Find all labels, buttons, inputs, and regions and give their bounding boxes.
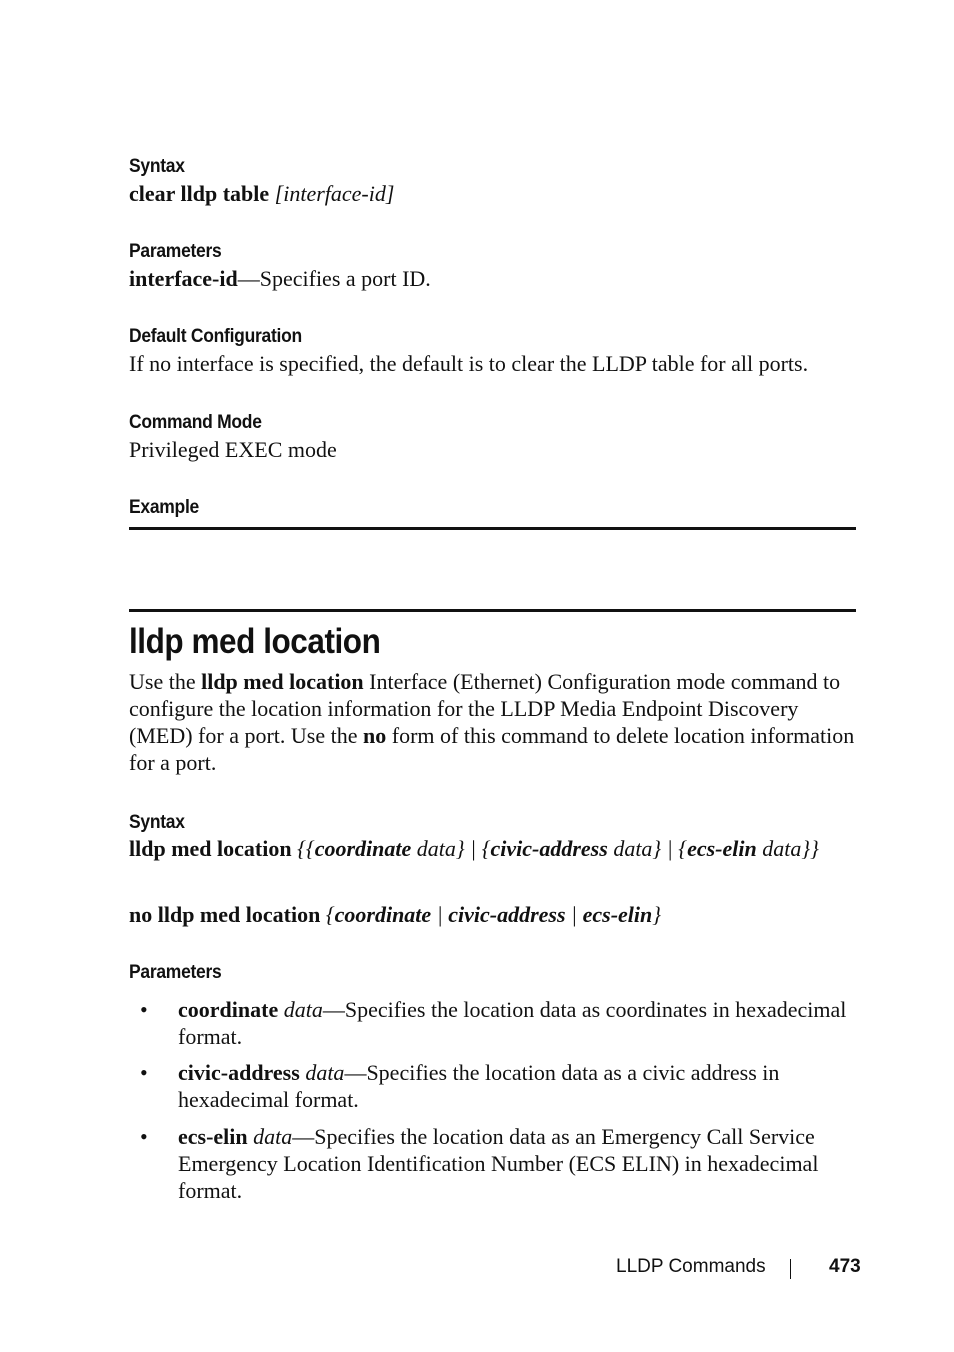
footer-chapter: LLDP Commands bbox=[616, 1256, 766, 1277]
parameter-argument: data bbox=[305, 1060, 345, 1085]
syntax-argument: [interface-id] bbox=[274, 181, 395, 206]
parameter-argument: data bbox=[283, 997, 323, 1022]
bullet-icon: • bbox=[140, 1060, 148, 1085]
syntax-keyword: civic-address bbox=[490, 836, 608, 861]
parameters-heading: Parameters bbox=[129, 962, 222, 983]
syntax-command: lldp med location bbox=[129, 836, 292, 861]
bullet-icon: • bbox=[140, 997, 148, 1022]
parameter-name: ecs-elin bbox=[178, 1124, 248, 1149]
syntax-separator: | bbox=[431, 902, 449, 927]
default-configuration-heading: Default Configuration bbox=[129, 326, 302, 347]
syntax-keyword: coordinate bbox=[314, 836, 412, 861]
syntax-command: clear lldp table bbox=[129, 181, 270, 206]
syntax-keyword: coordinate bbox=[334, 902, 432, 927]
syntax-command: no lldp med location bbox=[129, 902, 321, 927]
syntax-heading: Syntax bbox=[129, 812, 185, 833]
intro-no-keyword: no bbox=[363, 723, 387, 748]
syntax-brace: { bbox=[320, 902, 335, 927]
list-item bbox=[140, 996, 856, 1050]
list-item-text bbox=[178, 1123, 856, 1204]
example-heading: Example bbox=[129, 497, 199, 518]
parameter-description: —Specifies the location data as a civic address in hexadecimal format. bbox=[178, 1060, 780, 1112]
section-intro bbox=[129, 668, 856, 776]
syntax-keyword: ecs-elin bbox=[582, 902, 653, 927]
intro-command: lldp med location bbox=[201, 669, 364, 694]
parameter-description: —Specifies the location data as coordinates in hexadecimal format. bbox=[178, 997, 847, 1049]
page-number: 473 bbox=[829, 1256, 861, 1277]
parameter-name: interface-id bbox=[129, 266, 238, 291]
footer-separator bbox=[790, 1259, 791, 1279]
syntax-argument: data} | { bbox=[607, 836, 688, 861]
syntax-heading: Syntax bbox=[129, 156, 185, 177]
intro-text: form of this command to delete location information for a port. bbox=[129, 723, 855, 775]
command-mode-text: Privileged EXEC mode bbox=[129, 437, 337, 462]
intro-text: Interface (Ethernet) Configuration mode command to configure the location information for the LLDP Media Endpoint Discovery (MED) for a port. Use the bbox=[129, 669, 841, 748]
parameters-heading: Parameters bbox=[129, 241, 222, 262]
syntax-keyword: civic-address bbox=[448, 902, 566, 927]
list-item bbox=[140, 1123, 856, 1204]
syntax-brace: {{ bbox=[291, 836, 315, 861]
default-configuration-text: If no interface is specified, the default is to clear the LLDP table for all ports. bbox=[129, 351, 809, 376]
syntax-keyword: ecs-elin bbox=[687, 836, 757, 861]
list-item bbox=[140, 1059, 856, 1113]
intro-text: Use the bbox=[129, 669, 202, 694]
bullet-icon: • bbox=[140, 1124, 148, 1149]
syntax-separator: | bbox=[565, 902, 583, 927]
parameter-name: coordinate bbox=[178, 997, 279, 1022]
syntax-argument: data}} bbox=[756, 836, 819, 861]
syntax-no-line bbox=[129, 901, 856, 928]
example-rule bbox=[129, 527, 856, 530]
parameter-name: civic-address bbox=[178, 1060, 300, 1085]
parameter-line bbox=[129, 265, 856, 292]
command-mode-heading: Command Mode bbox=[129, 412, 262, 433]
parameter-description: —Specifies a port ID. bbox=[237, 266, 431, 291]
syntax-brace: } bbox=[652, 902, 662, 927]
list-item-text bbox=[178, 996, 856, 1050]
parameter-description: —Specifies the location data as an Emergency Call Service Emergency Location Identification Number (ECS ELIN) in hexadecimal format. bbox=[178, 1124, 819, 1203]
section-rule bbox=[129, 609, 856, 612]
section-title: lldp med location bbox=[129, 622, 381, 661]
syntax-line bbox=[129, 180, 856, 207]
parameter-argument: data bbox=[253, 1124, 293, 1149]
syntax-argument: data} | { bbox=[411, 836, 491, 861]
syntax-line bbox=[129, 835, 856, 862]
list-item-text bbox=[178, 1059, 856, 1113]
